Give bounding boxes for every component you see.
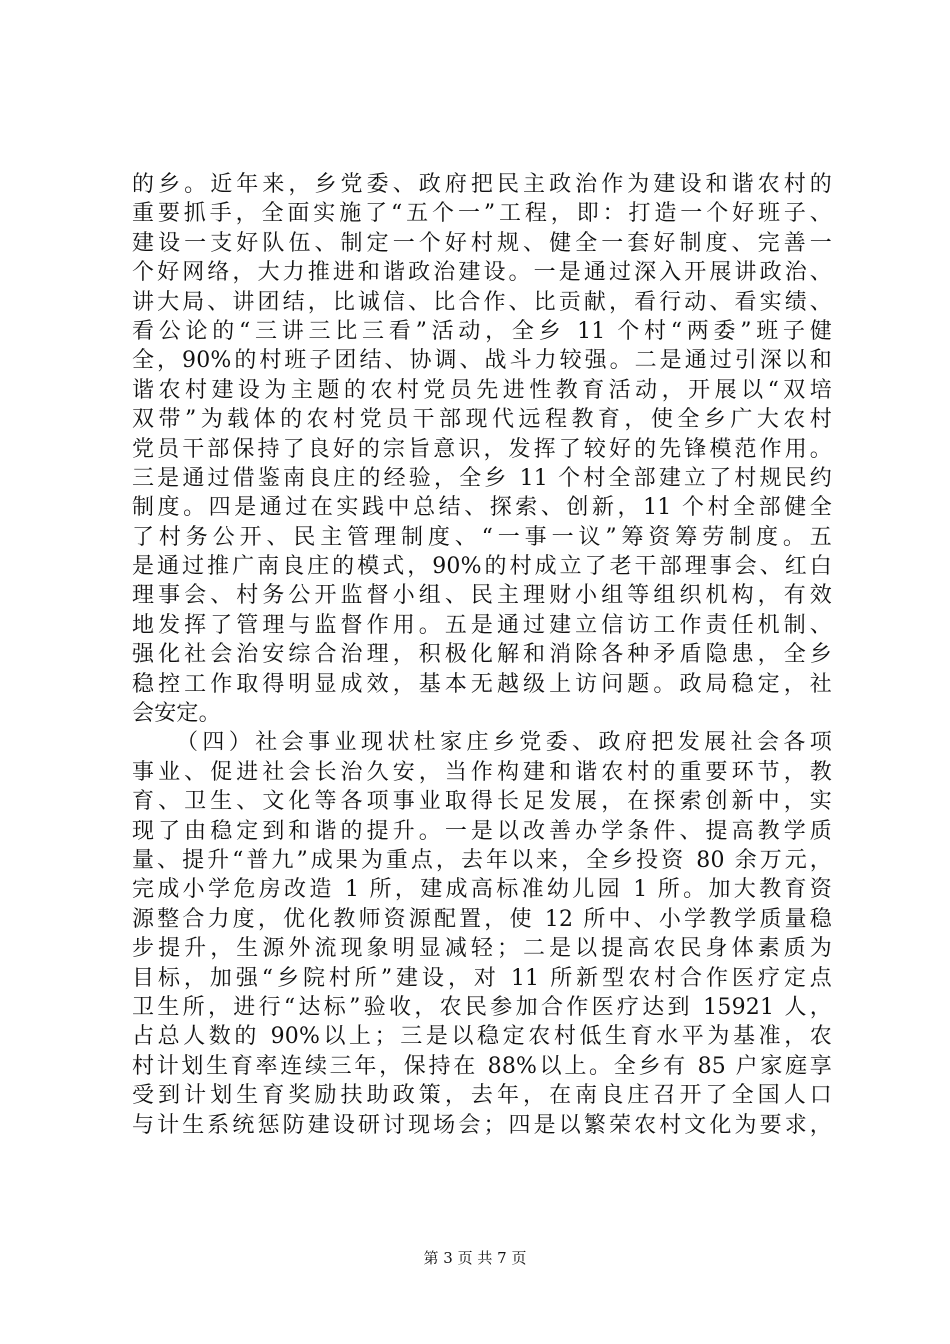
text-line: 占总人数的 90%以上；三是以稳定农村低生育水平为基准，农 xyxy=(132,1024,832,1050)
text-line: 是通过推广南良庄的模式，90%的村成立了老干部理事会、红白 xyxy=(132,554,832,580)
body-text xyxy=(132,170,832,1140)
text-line: 卫生所，进行“达标”验收，农民参加合作医疗达到 15921 人， xyxy=(132,994,832,1020)
text-line: 的乡。近年来，乡党委、政府把民主政治作为建设和谐农村的 xyxy=(132,172,832,197)
text-line: 了村务公开、民主管理制度、“一事一议”筹资筹劳制度。五 xyxy=(132,524,832,550)
text-line: 村计划生育率连续三年，保持在 88%以上。全乡有 85 户家庭享 xyxy=(132,1053,832,1079)
section-heading-line: （四）社会事业现状杜家庄乡党委、政府把发展社会各项 xyxy=(176,730,832,756)
text-line: 制度。四是通过在实践中总结、探索、创新，11 个村全部健全 xyxy=(132,495,832,521)
text-line: 全，90%的村班子团结、协调、战斗力较强。二是通过引深以和 xyxy=(132,348,832,374)
text-line: 量、提升“普九”成果为重点，去年以来，全乡投资 80 余万元， xyxy=(132,847,832,873)
text-line: 三是通过借鉴南良庄的经验，全乡 11 个村全部建立了村规民约 xyxy=(132,465,832,491)
text-line: 双带”为载体的农村党员干部现代远程教育，使全乡广大农村 xyxy=(132,407,832,433)
text-line: 受到计划生育奖励扶助政策，去年，在南良庄召开了全国人口 xyxy=(132,1083,832,1109)
text-line: 源整合力度，优化教师资源配置，使 12 所中、小学教学质量稳 xyxy=(132,906,832,932)
text-line: 重要抓手，全面实施了“五个一”工程，即：打造一个好班子、 xyxy=(132,201,832,227)
text-line: 看公论的“三讲三比三看”活动，全乡 11 个村“两委”班子健 xyxy=(132,318,832,344)
page-number: 第 3 页 共 7 页 xyxy=(423,1249,527,1267)
page-footer xyxy=(0,1248,950,1268)
text-line: 理事会、村务公开监督小组、民主理财小组等组织机构，有效 xyxy=(132,583,832,609)
paragraph-end-line: 会安定。 xyxy=(132,701,221,727)
text-line: 育、卫生、文化等各项事业取得长足发展，在探索创新中，实 xyxy=(132,789,832,815)
text-line: 讲大局、讲团结，比诚信、比合作、比贡献，看行动、看实绩、 xyxy=(132,289,832,315)
text-line: 建设一支好队伍、制定一个好村规、健全一套好制度、完善一 xyxy=(132,230,832,256)
text-line: 完成小学危房改造 1 所，建成高标准幼儿园 1 所。加大教育资 xyxy=(132,877,832,903)
text-line: 稳控工作取得明显成效，基本无越级上访问题。政局稳定，社 xyxy=(132,671,832,697)
text-line: 与计生系统惩防建设研讨现场会；四是以繁荣农村文化为要求， xyxy=(132,1112,832,1138)
text-line: 事业、促进社会长治久安，当作构建和谐农村的重要环节，教 xyxy=(132,759,832,785)
text-line: 现了由稳定到和谐的提升。一是以改善办学条件、提高教学质 xyxy=(132,818,832,844)
text-line: 强化社会治安综合治理，积极化解和消除各种矛盾隐患，全乡 xyxy=(132,642,832,668)
text-line: 目标，加强“乡院村所”建设，对 11 所新型农村合作医疗定点 xyxy=(132,965,832,991)
text-line: 党员干部保持了良好的宗旨意识，发挥了较好的先锋模范作用。 xyxy=(132,436,832,462)
text-line: 个好网络，大力推进和谐政治建设。一是通过深入开展讲政治、 xyxy=(132,260,832,286)
text-line: 谐农村建设为主题的农村党员先进性教育活动，开展以“双培 xyxy=(132,377,832,403)
text-line: 步提升，生源外流现象明显减轻；二是以提高农民身体素质为 xyxy=(132,936,832,962)
text-line: 地发挥了管理与监督作用。五是通过建立信访工作责任机制、 xyxy=(132,612,832,638)
